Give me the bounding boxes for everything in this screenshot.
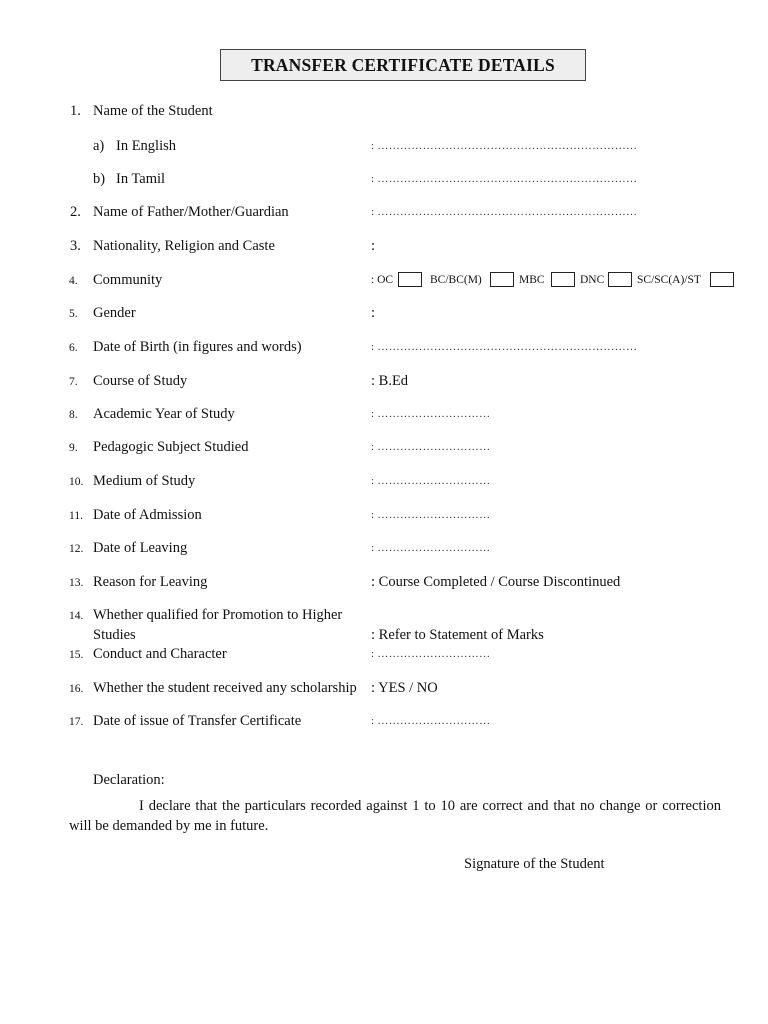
signature-label: Signature of the Student <box>464 856 605 872</box>
date-of-leaving-field[interactable]: : ………………………… <box>371 542 491 554</box>
row-promotion-qualified-cont <box>0 625 768 645</box>
field-label: Whether the student received any scholarship <box>93 680 357 696</box>
community-mbc-checkbox[interactable] <box>551 272 575 287</box>
row-academic-year <box>0 404 768 424</box>
row-conduct-character <box>0 644 768 664</box>
promotion-qualified-value: : Refer to Statement of Marks <box>371 627 544 643</box>
declaration-heading: Declaration: <box>93 772 165 788</box>
gender-field[interactable]: : <box>371 305 376 321</box>
field-label: In English <box>116 138 177 154</box>
field-label: Pedagogic Subject Studied <box>93 439 249 455</box>
row-name-of-student <box>0 101 768 121</box>
community-option-label: MBC <box>519 274 545 286</box>
name-english-field[interactable]: : …………………………………………………………… <box>371 140 638 152</box>
community-prefix: : OC <box>371 274 394 286</box>
conduct-character-field[interactable]: : ………………………… <box>371 648 491 660</box>
row-community <box>0 270 768 290</box>
date-of-birth-field[interactable]: : …………………………………………………………… <box>371 341 638 353</box>
row-reason-for-leaving <box>0 572 768 592</box>
field-label: Conduct and Character <box>93 646 227 662</box>
field-label: Date of Birth (in figures and words) <box>93 339 302 355</box>
community-option-label: DNC <box>580 274 605 286</box>
row-date-of-leaving <box>0 538 768 558</box>
community-option-label: BC/BC(M) <box>430 274 482 286</box>
community-options <box>371 270 741 290</box>
medium-of-study-field[interactable]: : ………………………… <box>371 475 491 487</box>
row-date-of-birth <box>0 337 768 357</box>
field-label: Studies <box>93 627 136 643</box>
item-number: 11. <box>69 510 83 522</box>
community-oc-checkbox[interactable] <box>398 272 422 287</box>
community-dnc-checkbox[interactable] <box>608 272 632 287</box>
item-number: 9. <box>69 442 78 454</box>
field-label: In Tamil <box>116 171 166 187</box>
field-label: Medium of Study <box>93 473 196 489</box>
item-number: 8. <box>69 409 78 421</box>
date-of-admission-field[interactable]: : ………………………… <box>371 509 491 521</box>
row-promotion-qualified <box>0 605 768 625</box>
community-bc-checkbox[interactable] <box>490 272 514 287</box>
row-scholarship <box>0 678 768 698</box>
declaration-text: I declare that the particulars recorded against 1 to 10 are correct and that no change or correction will be demanded by me in future. <box>69 798 721 834</box>
item-number: 6. <box>69 342 78 354</box>
date-of-issue-field[interactable]: : ………………………… <box>371 715 491 727</box>
item-number: 7. <box>69 376 78 388</box>
row-medium-of-study <box>0 471 768 491</box>
pedagogic-subject-field[interactable]: : ………………………… <box>371 441 491 453</box>
field-label: Name of Father/Mother/Guardian <box>93 204 289 220</box>
field-label: Academic Year of Study <box>93 406 235 422</box>
name-tamil-field[interactable]: : …………………………………………………………… <box>371 173 638 185</box>
row-date-of-issue <box>0 711 768 731</box>
field-label: Reason for Leaving <box>93 574 208 590</box>
field-label: Name of the Student <box>93 103 213 119</box>
community-option-label: SC/SC(A)/ST <box>637 274 701 286</box>
field-label: Gender <box>93 305 136 321</box>
item-number: 12. <box>69 543 84 555</box>
declaration-paragraph <box>69 796 721 836</box>
row-nationality <box>0 236 768 256</box>
scholarship-value: : YES / NO <box>371 680 438 696</box>
field-label: Community <box>93 272 163 288</box>
field-label: Date of issue of Transfer Certificate <box>93 713 302 729</box>
page-title: TRANSFER CERTIFICATE DETAILS <box>220 49 586 81</box>
row-gender <box>0 303 768 323</box>
course-of-study-value: : B.Ed <box>371 373 409 389</box>
item-number: 10. <box>69 476 84 488</box>
item-number: 13. <box>69 577 84 589</box>
item-number: 2. <box>70 204 81 220</box>
academic-year-field[interactable]: : ………………………… <box>371 408 491 420</box>
reason-for-leaving-value: : Course Completed / Course Discontinued <box>371 574 621 590</box>
item-number: 3. <box>70 238 81 254</box>
field-label: Date of Admission <box>93 507 202 523</box>
field-label: Whether qualified for Promotion to Higher <box>93 607 343 623</box>
row-pedagogic-subject <box>0 437 768 457</box>
item-number: 16. <box>69 683 84 695</box>
guardian-name-field[interactable]: : …………………………………………………………… <box>371 206 638 218</box>
item-number: 17. <box>69 716 84 728</box>
row-name-in-tamil <box>0 169 768 189</box>
item-number: 14. <box>69 610 84 622</box>
row-guardian-name <box>0 202 768 222</box>
row-course-of-study <box>0 371 768 391</box>
nationality-field[interactable]: : <box>371 238 376 254</box>
field-label: Course of Study <box>93 373 188 389</box>
field-label: Nationality, Religion and Caste <box>93 238 275 254</box>
row-date-of-admission <box>0 505 768 525</box>
sub-item-letter: a) <box>93 138 105 154</box>
row-name-in-english <box>0 136 768 156</box>
community-sc-st-checkbox[interactable] <box>710 272 734 287</box>
item-number: 1. <box>70 103 81 119</box>
item-number: 15. <box>69 649 84 661</box>
item-number: 5. <box>69 308 78 320</box>
sub-item-letter: b) <box>93 171 106 187</box>
field-label: Date of Leaving <box>93 540 188 556</box>
item-number: 4. <box>69 275 78 287</box>
